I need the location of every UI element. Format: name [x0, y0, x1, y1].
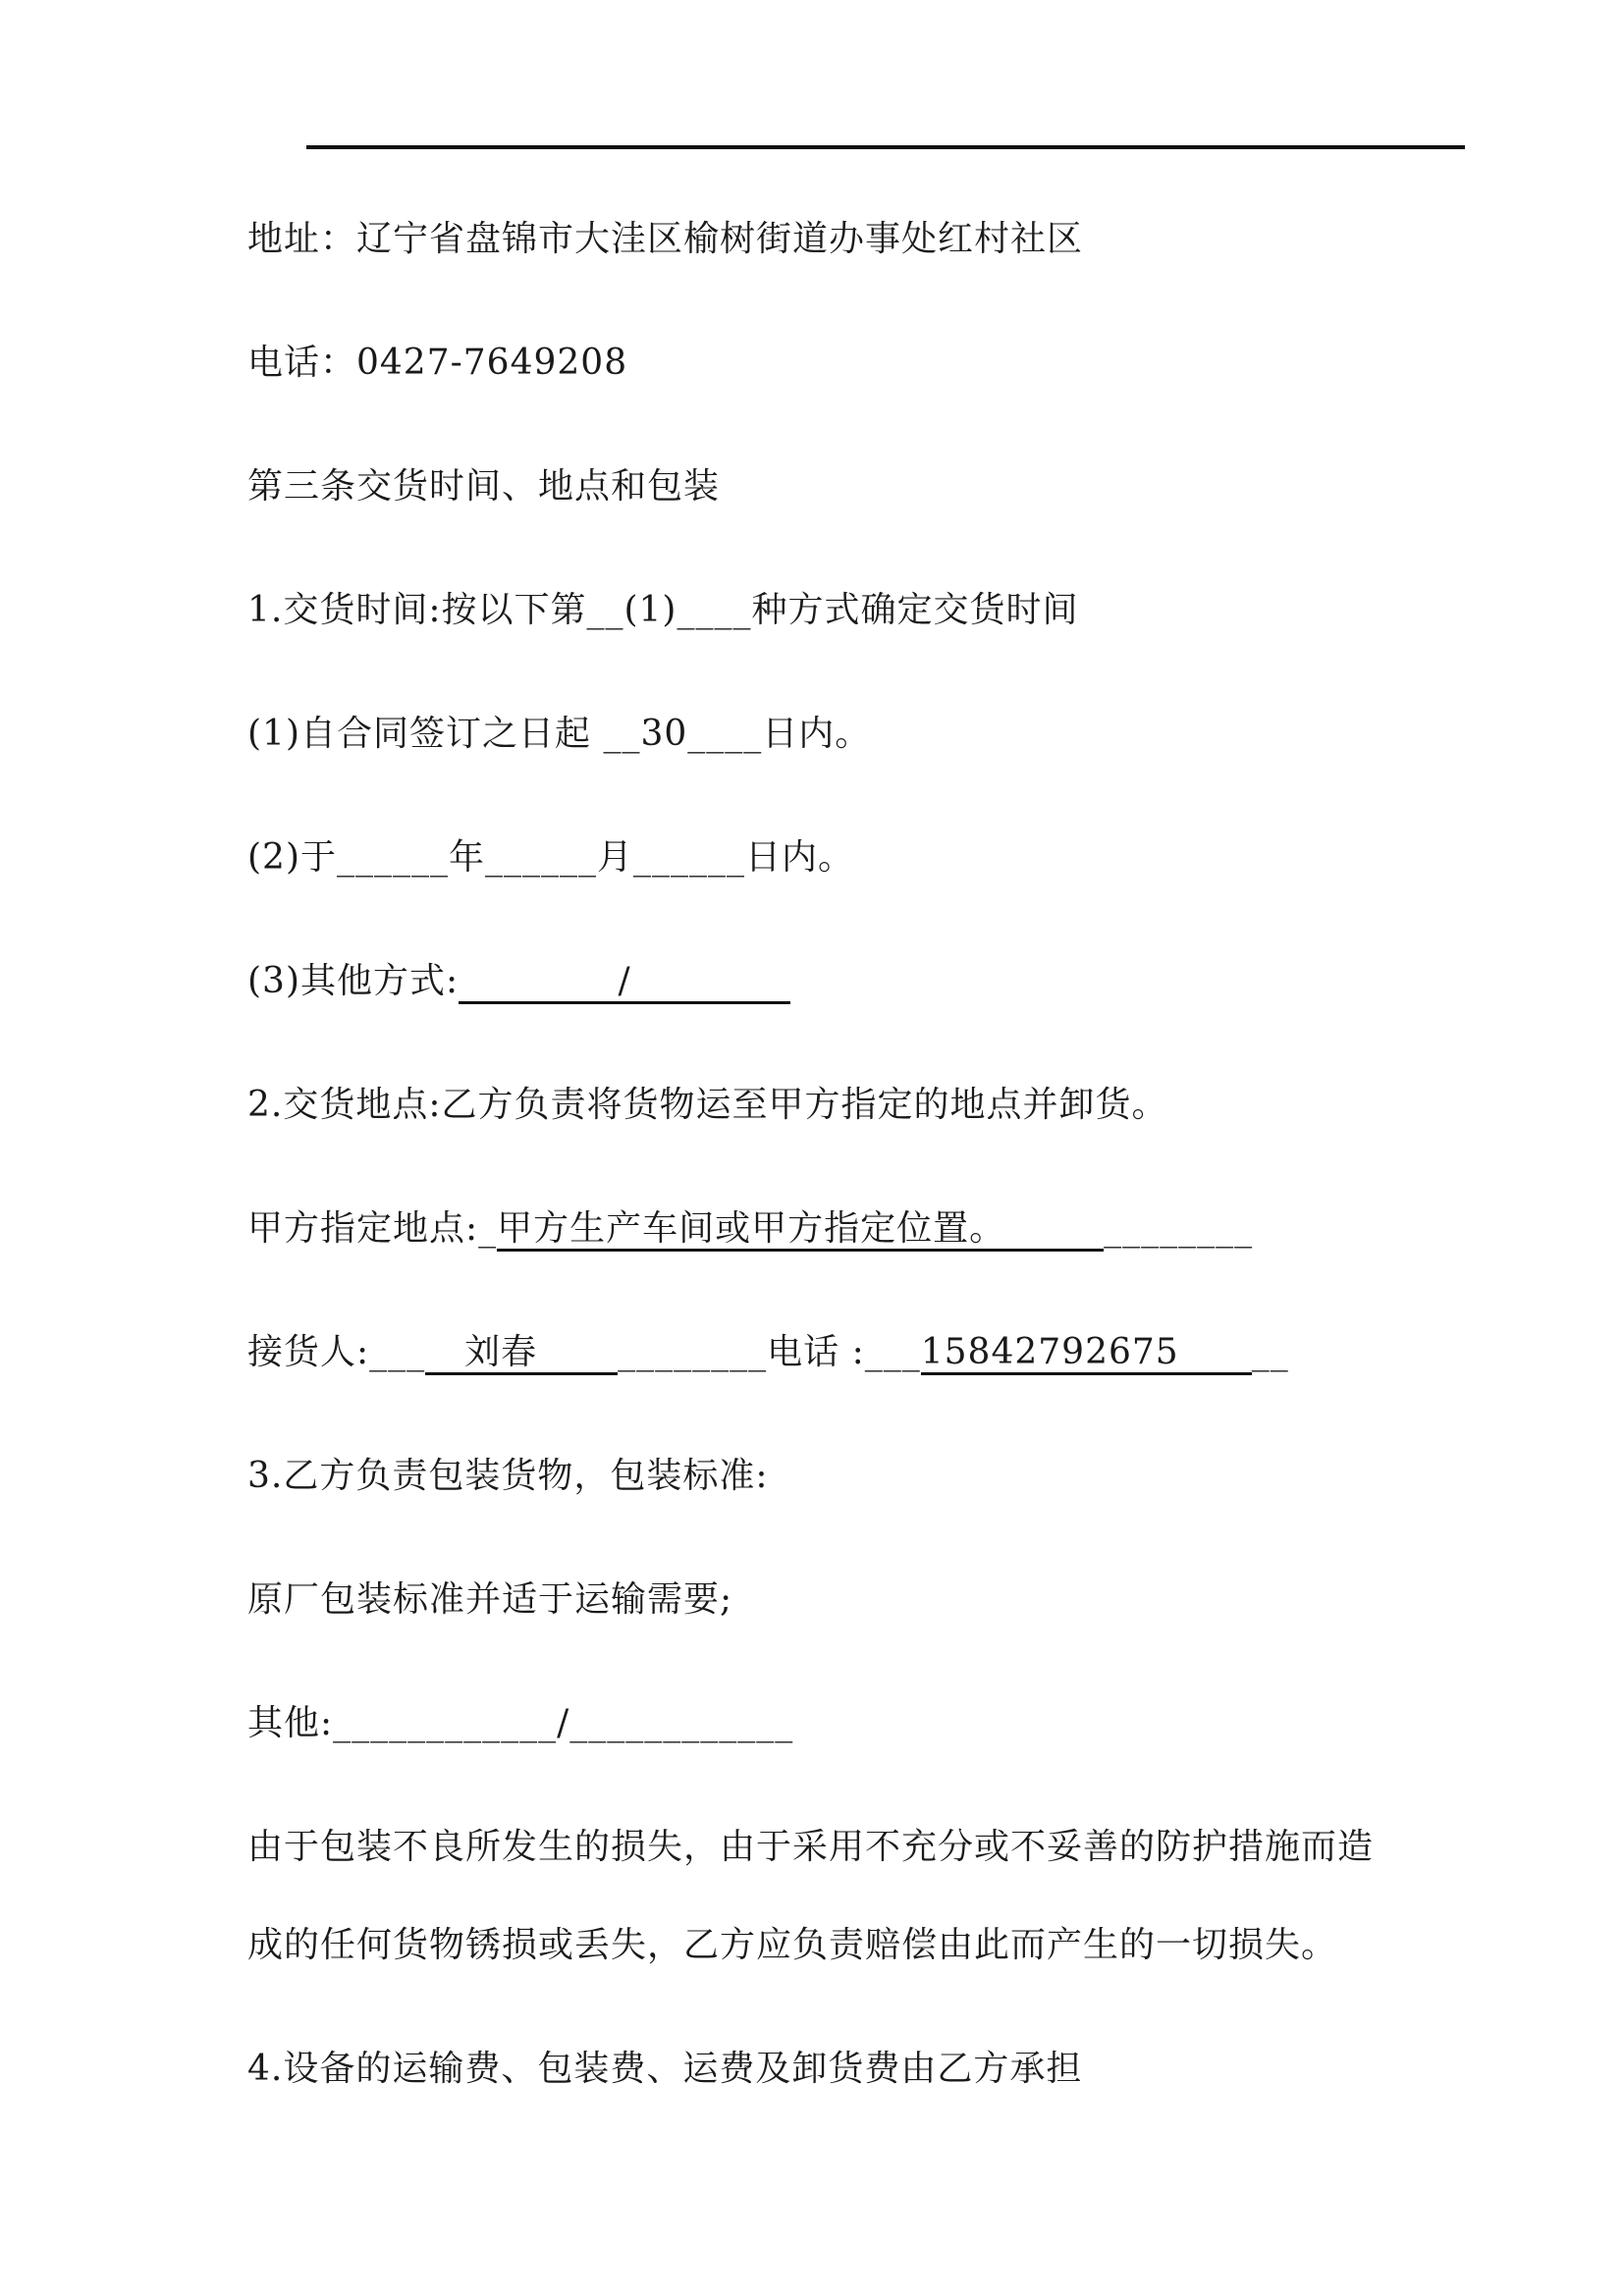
- delivery-option-1-days: 30: [640, 714, 688, 754]
- designated-place-tail: ________: [1104, 1208, 1254, 1249]
- packaging-liability-line-1: 由于包装不良所发生的损失，由于采用不充分或不妥善的防护措施而造: [247, 1827, 1375, 1867]
- receiver-line: [247, 1331, 1289, 1375]
- delivery-place-clause: 2.交货地点:乙方负责将货物运至甲方指定的地点并卸货。: [247, 1085, 1168, 1125]
- delivery-option-2: (2)于______年______月______日内。: [247, 837, 854, 878]
- designated-place-value: 甲方生产车间或甲方指定位置。: [497, 1209, 1104, 1252]
- delivery-option-1: [247, 713, 871, 756]
- designated-place-line: [247, 1207, 1253, 1252]
- packaging-liability-line-2: 成的任何货物锈损或丢失，乙方应负责赔偿由此而产生的一切损失。: [247, 1925, 1338, 1965]
- receiver-tail: __: [1251, 1332, 1289, 1372]
- receiver-phone: 15842792675: [921, 1333, 1252, 1375]
- receiver-phone-label: ________电话 :___: [618, 1332, 921, 1372]
- packaging-clause: 3.乙方负责包装货物，包装标准:: [247, 1456, 769, 1496]
- costs-clause: 4.设备的运输费、包装费、运费及卸货费由乙方承担: [247, 2049, 1083, 2089]
- phone-line: 电话：0427-7649208: [247, 343, 628, 383]
- address-line: 地址：辽宁省盘锦市大洼区榆树街道办事处红村社区: [247, 219, 1084, 259]
- packaging-standard: 原厂包装标准并适于运输需要;: [247, 1579, 733, 1620]
- article-3-heading: 第三条交货时间、地点和包装: [247, 466, 721, 507]
- delivery-option-3-label: (3)其他方式:: [247, 961, 460, 1001]
- receiver-label: 接货人:___: [247, 1332, 426, 1372]
- delivery-option-1-prefix: (1)自合同签订之日起 __: [247, 714, 641, 754]
- delivery-option-1-suffix: ____日内。: [687, 714, 872, 754]
- delivery-option-3: [247, 960, 790, 1004]
- delivery-time-clause: 1.交货时间:按以下第__(1)____种方式确定交货时间: [247, 590, 1079, 630]
- packaging-other: 其他:____________/____________: [247, 1703, 794, 1743]
- header-rule: [306, 145, 1465, 149]
- receiver-name: 刘春: [425, 1333, 618, 1375]
- delivery-option-3-value: /: [459, 962, 790, 1004]
- designated-place-label: 甲方指定地点:_: [247, 1208, 498, 1249]
